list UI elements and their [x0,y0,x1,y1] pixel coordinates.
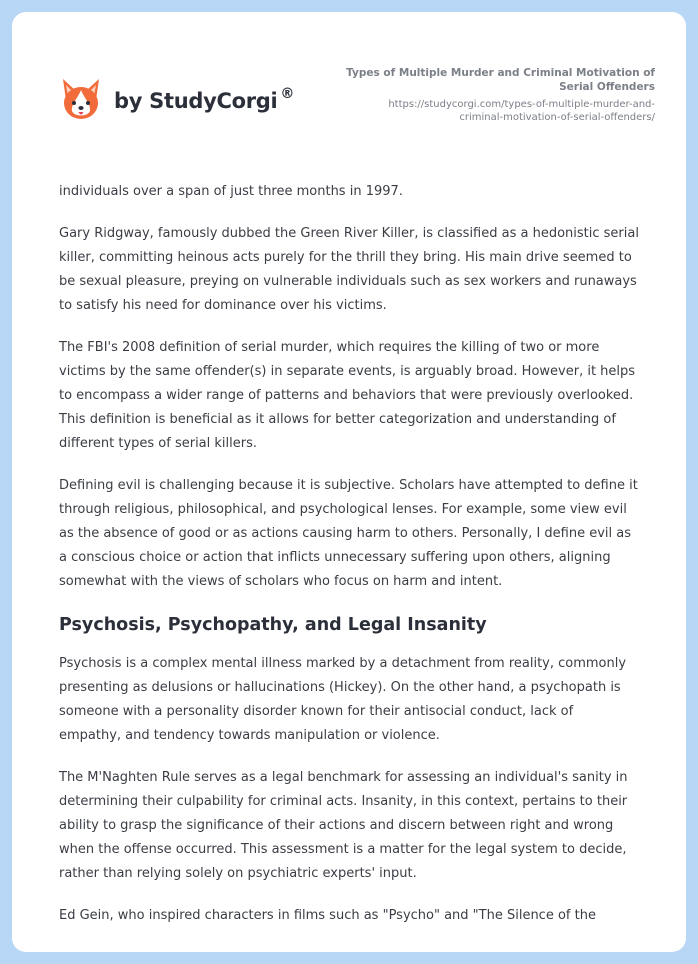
brand-text: by StudyCorgi [114,89,278,113]
brand-name [114,86,295,113]
document-body [59,180,639,946]
document-url-line-1[interactable]: https://studycorgi.com/types-of-multiple-murder-and- [388,99,655,110]
paragraph: Psychosis is a complex mental illness marked by a detachment from reality, commonly presenting as delusions or hallucinations (Hickey). On the other hand, a psychopath is someone with a personality disorder known for their antisocial conduct, lack of empathy, and tendency towards manipulation or violence. [59,656,627,743]
paragraph: The M'Naghten Rule serves as a legal benchmark for assessing an individual's sanity in determining their culpability for criminal acts. Insanity, in this context, pertains to their ability to grasp the significance of their actions and discern between right and wrong when the offense occurred. This assessment is a matter for the legal system to decide, rather than relying solely on psychiatric experts' input. [59,770,628,881]
paragraph: Ed Gein, who inspired characters in films such as "Psycho" and "The Silence of the [59,908,596,923]
section-heading: Psychosis, Psychopathy, and Legal Insanity [59,615,487,635]
document-url-line-2[interactable]: criminal-motivation-of-serial-offenders/ [459,112,655,123]
paragraph: individuals over a span of just three months in 1997. [59,184,403,199]
paragraph: Defining evil is challenging because it is subjective. Scholars have attempted to define it through religious, philosophical, and psychological lenses. For example, some view evil as the absence of good or as actions causing harm to others. Personally, I define evil as a conscious choice or action that inflicts unnecessary suffering upon others, aligning somewhat with the views of scholars who focus on harm and intent. [59,478,638,589]
paragraph: The FBI's 2008 definition of serial murder, which requires the killing of two or more victims by the same offender(s) in separate events, is arguably broad. However, it helps to encompass a wider range of patterns and behaviors that were previously overlooked. This definition is beneficial as it allows for better categorization and understanding of different types of serial killers. [59,340,636,451]
document-title: Types of Multiple Murder and Criminal Motivation of Serial Offenders [346,67,655,93]
paragraph: Gary Ridgway, famously dubbed the Green River Killer, is classified as a hedonistic serial killer, committing heinous acts purely for the thrill they bring. His main drive seemed to be sexual pleasure, preying on vulnerable individuals such as sex workers and runaways to satisfy his need for dominance over his victims. [59,226,639,313]
document-url[interactable] [325,98,655,124]
studycorgi-logo[interactable] [60,76,294,122]
document-info [325,66,655,124]
document-page [12,12,686,952]
page-header [12,12,686,162]
corgi-icon [60,76,102,122]
registered-mark: ® [280,86,295,102]
